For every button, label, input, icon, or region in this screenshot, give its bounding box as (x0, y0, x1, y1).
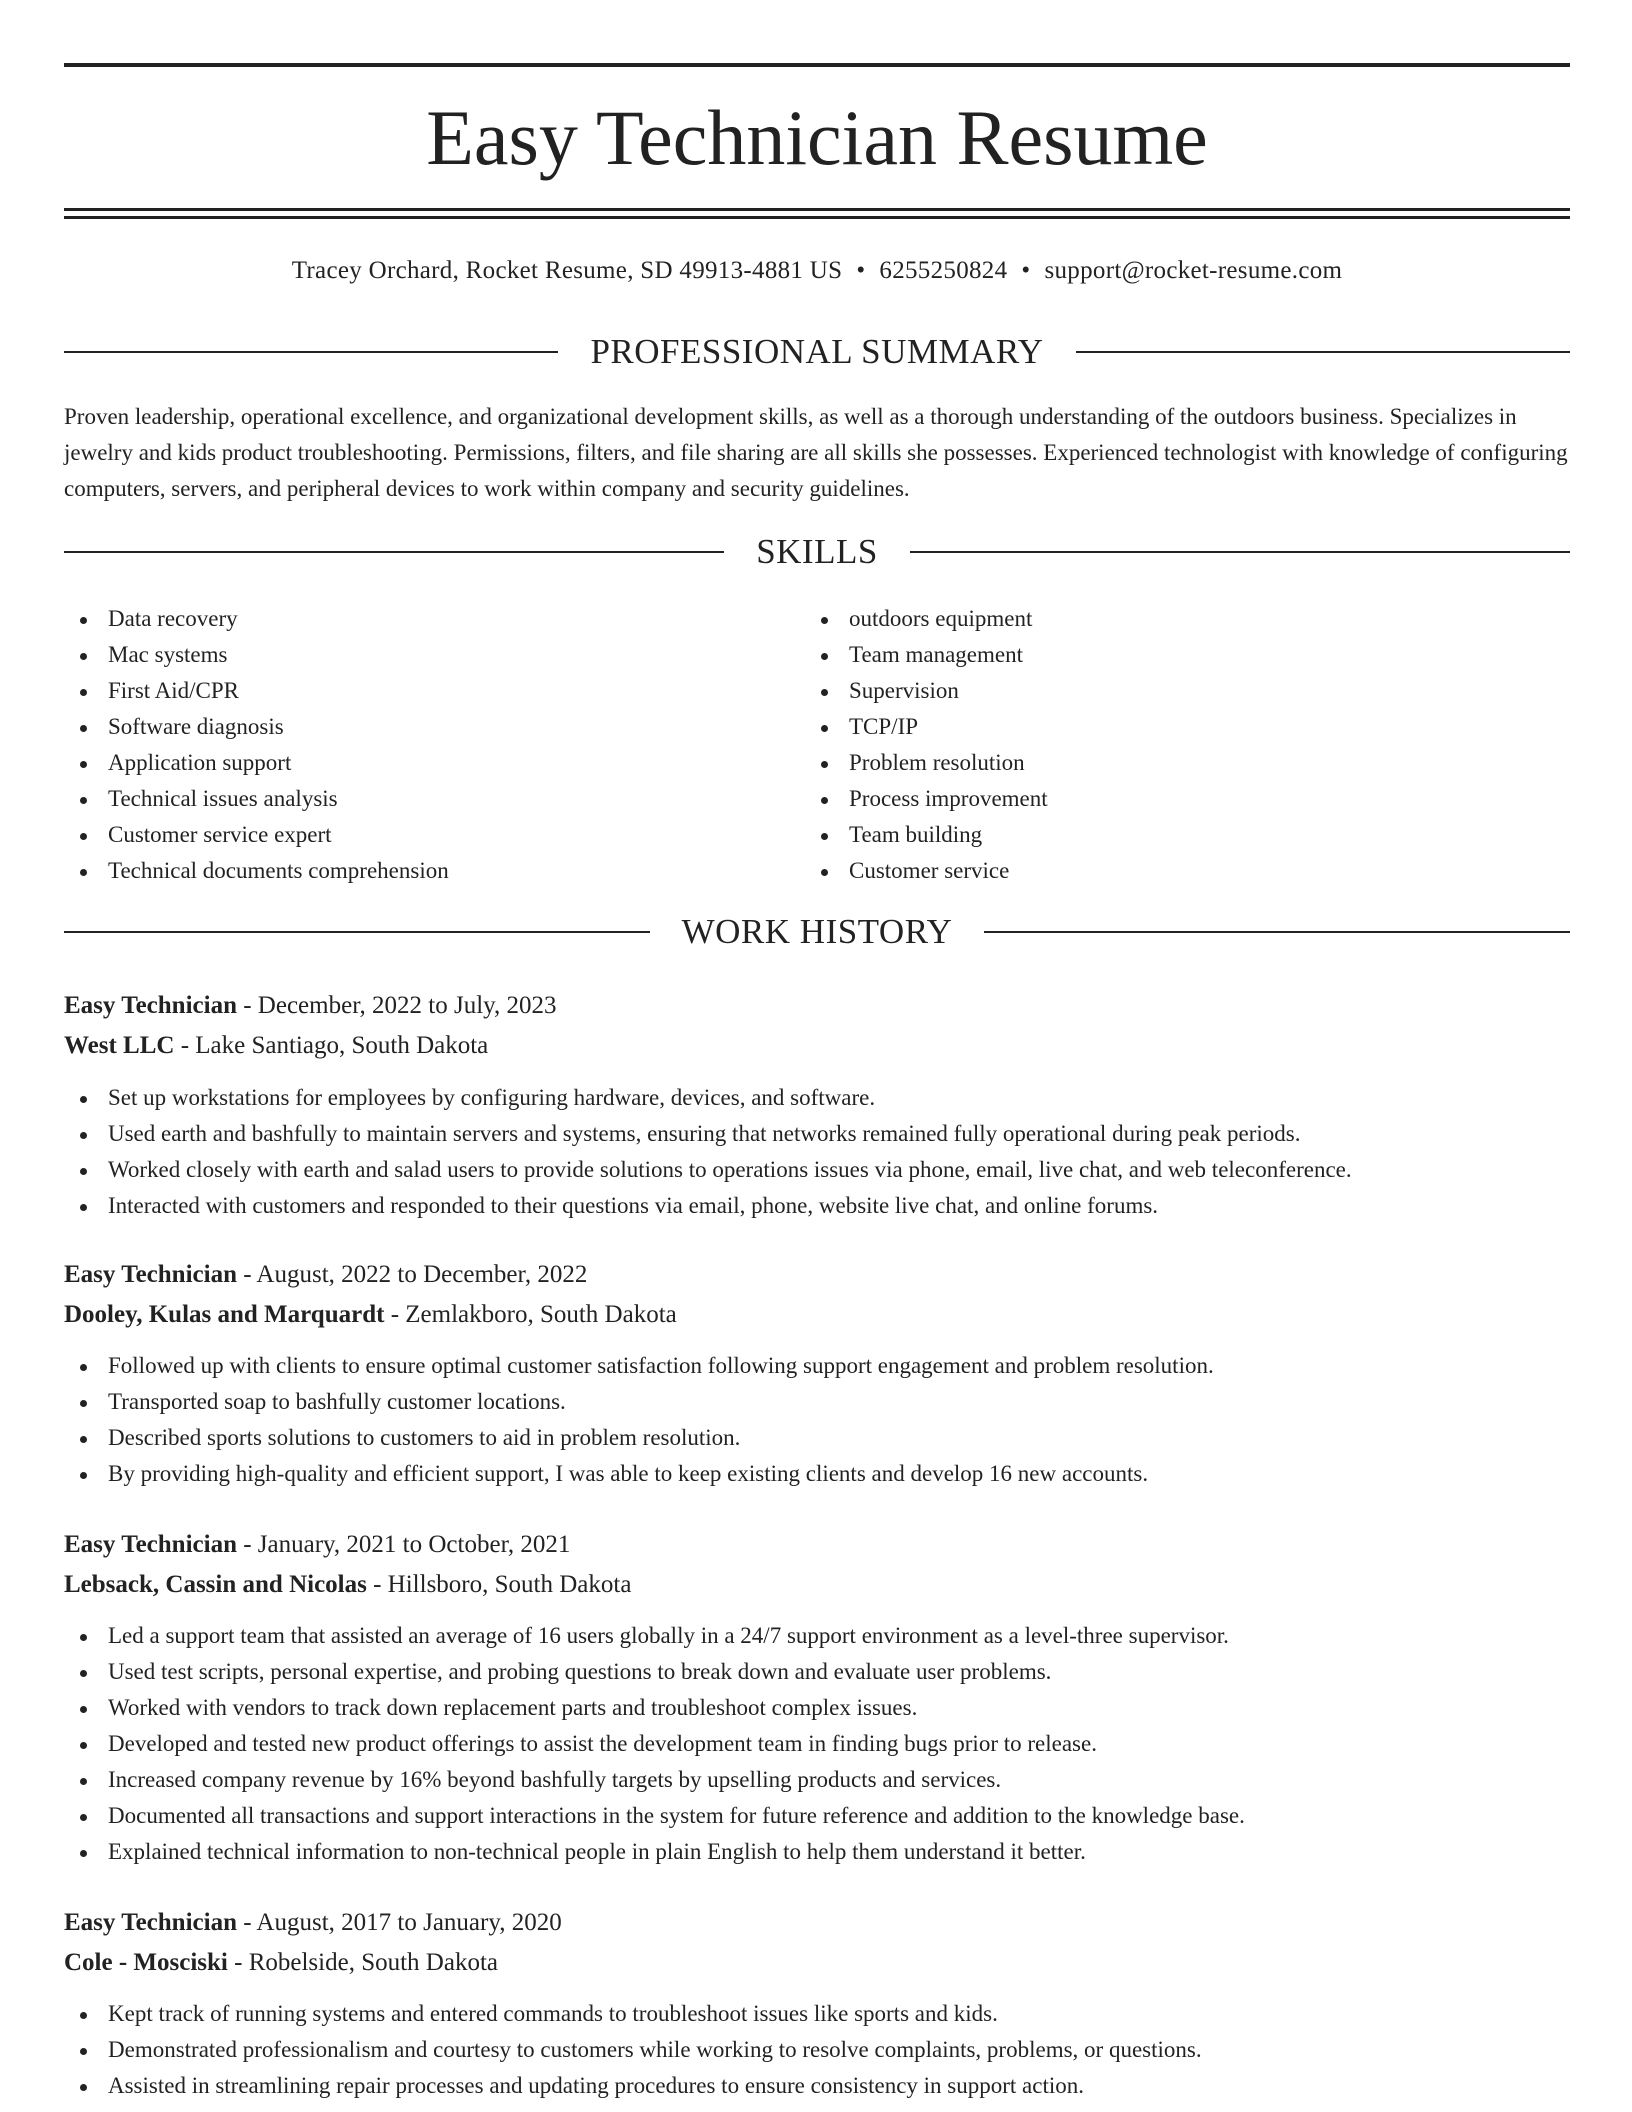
work-history-heading (64, 910, 1570, 954)
contact-email: support@rocket-resume.com (1044, 257, 1343, 284)
skill-item: Team building (805, 817, 1546, 853)
skill-item: Problem resolution (805, 745, 1546, 781)
job-location: - Hillsboro, South Dakota (366, 1571, 632, 1598)
job-bullet: By providing high-quality and efficient support, I was able to keep existing clients and develop 16 new accounts. (64, 1456, 1570, 1492)
job-location: - Lake Santiago, South Dakota (174, 1032, 489, 1059)
title-divider-lower (64, 216, 1570, 219)
job-bullets (64, 1080, 1570, 1224)
job-company: West LLC (64, 1032, 175, 1059)
job-bullet: Worked with vendors to track down replacement parts and troubleshoot complex issues. (64, 1690, 1570, 1726)
skills-column-left (64, 601, 805, 889)
skill-item: Customer service expert (64, 817, 805, 853)
skill-item: Software diagnosis (64, 709, 805, 745)
job-dates: - August, 2017 to January, 2020 (236, 1909, 562, 1936)
heading-rule-right (910, 551, 1570, 553)
job-bullets (64, 1618, 1570, 1870)
skills-column-right (805, 601, 1546, 889)
skill-item: Application support (64, 745, 805, 781)
job-dates: - December, 2022 to July, 2023 (236, 992, 557, 1019)
summary-heading (64, 330, 1570, 374)
job-company-line (64, 1028, 1570, 1064)
skills-heading-label: SKILLS (756, 532, 878, 571)
skill-item: Technical documents comprehension (64, 853, 805, 889)
job-bullet: Followed up with clients to ensure optimal customer satisfaction following support engagement and problem resolution. (64, 1348, 1570, 1384)
job-dates: - August, 2022 to December, 2022 (236, 1261, 588, 1288)
job-bullet: Increased company revenue by 16% beyond bashfully targets by upselling products and services. (64, 1762, 1570, 1798)
job-company-line (64, 1297, 1570, 1333)
job-bullet: Documented all transactions and support interactions in the system for future reference and addition to the knowledge base. (64, 1798, 1570, 1834)
heading-rule-right (984, 931, 1570, 933)
contact-separator: • (1021, 257, 1031, 284)
job-location: - Zemlakboro, South Dakota (384, 1301, 677, 1328)
job-bullet: Described sports solutions to customers to aid in problem resolution. (64, 1420, 1570, 1456)
skill-item: Mac systems (64, 637, 805, 673)
job-bullet: Worked closely with earth and salad users to provide solutions to operations issues via phone, email, live chat, and web teleconference. (64, 1152, 1570, 1188)
skill-item: First Aid/CPR (64, 673, 805, 709)
job-bullet: Used earth and bashfully to maintain servers and systems, ensuring that networks remained fully operational during peak periods. (64, 1116, 1570, 1152)
job-bullet: Led a support team that assisted an average of 16 users globally in a 24/7 support environment as a level-three supervisor. (64, 1618, 1570, 1654)
job-company: Lebsack, Cassin and Nicolas (64, 1571, 367, 1598)
skills-heading (64, 530, 1570, 574)
heading-rule-left (64, 351, 558, 353)
job-title: Easy Technician (64, 1261, 237, 1288)
job-title: Easy Technician (64, 1531, 237, 1558)
summary-text: Proven leadership, operational excellence, and organizational development skills, as well as a thorough understanding of the outdoors business. Specializes in jewelry and kids product troubleshooting. Permissions, filters, and file sharing are all skills she possesses. Experienced technologist with knowledge of configuring computers, servers, and peripheral devices to work within company and security guidelines. (64, 404, 1568, 501)
contact-address: Tracey Orchard, Rocket Resume, SD 49913-4881 US (291, 257, 843, 284)
skill-item: Technical issues analysis (64, 781, 805, 817)
skill-item: Supervision (805, 673, 1546, 709)
job-company: Dooley, Kulas and Marquardt (64, 1301, 385, 1328)
job-dates: - January, 2021 to October, 2021 (236, 1531, 571, 1558)
job-title: Easy Technician (64, 1909, 237, 1936)
job-title-line (64, 1257, 1570, 1293)
job-bullet: Explained technical information to non-technical people in plain English to help them understand it better. (64, 1834, 1570, 1870)
skill-item: TCP/IP (805, 709, 1546, 745)
contact-phone: 6255250824 (879, 257, 1008, 284)
heading-rule-right (1076, 351, 1570, 353)
job-title: Easy Technician (64, 992, 237, 1019)
skill-item: Team management (805, 637, 1546, 673)
contact-line (64, 255, 1570, 287)
resume-title: Easy Technician Resume (426, 94, 1208, 181)
job-bullet: Demonstrated professionalism and courtesy to customers while working to resolve complaints, problems, or questions. (64, 2032, 1570, 2068)
skill-item: Process improvement (805, 781, 1546, 817)
job-bullet: Interacted with customers and responded to their questions via email, phone, website live chat, and online forums. (64, 1188, 1570, 1224)
job-title-line (64, 1527, 1570, 1563)
job-bullet: Used test scripts, personal expertise, and probing questions to break down and evaluate user problems. (64, 1654, 1570, 1690)
skill-item: outdoors equipment (805, 601, 1546, 637)
job-title-line (64, 988, 1570, 1024)
job-bullet: Set up workstations for employees by configuring hardware, devices, and software. (64, 1080, 1570, 1116)
top-rule (64, 63, 1570, 67)
summary-heading-label: PROFESSIONAL SUMMARY (590, 332, 1044, 371)
job-bullet: Kept track of running systems and entered commands to troubleshoot issues like sports and kids. (64, 1996, 1570, 2032)
skills-list (64, 601, 1570, 889)
job-location: - Robelside, South Dakota (227, 1949, 498, 1976)
skill-item: Customer service (805, 853, 1546, 889)
job-company-line (64, 1567, 1570, 1603)
skill-item: Data recovery (64, 601, 805, 637)
work-history-heading-label: WORK HISTORY (681, 912, 953, 951)
job-bullet: Developed and tested new product offerings to assist the development team in finding bugs prior to release. (64, 1726, 1570, 1762)
job-title-line (64, 1905, 1570, 1941)
job-company-line (64, 1945, 1570, 1981)
heading-rule-left (64, 551, 724, 553)
job-bullets (64, 1996, 1570, 2104)
title-divider-upper (64, 208, 1570, 211)
job-bullet: Transported soap to bashfully customer locations. (64, 1384, 1570, 1420)
job-company: Cole - Mosciski (64, 1949, 228, 1976)
job-bullets (64, 1348, 1570, 1492)
contact-separator: • (856, 257, 866, 284)
heading-rule-left (64, 931, 650, 933)
job-bullet: Assisted in streamlining repair processes and updating procedures to ensure consistency in support action. (64, 2068, 1570, 2104)
